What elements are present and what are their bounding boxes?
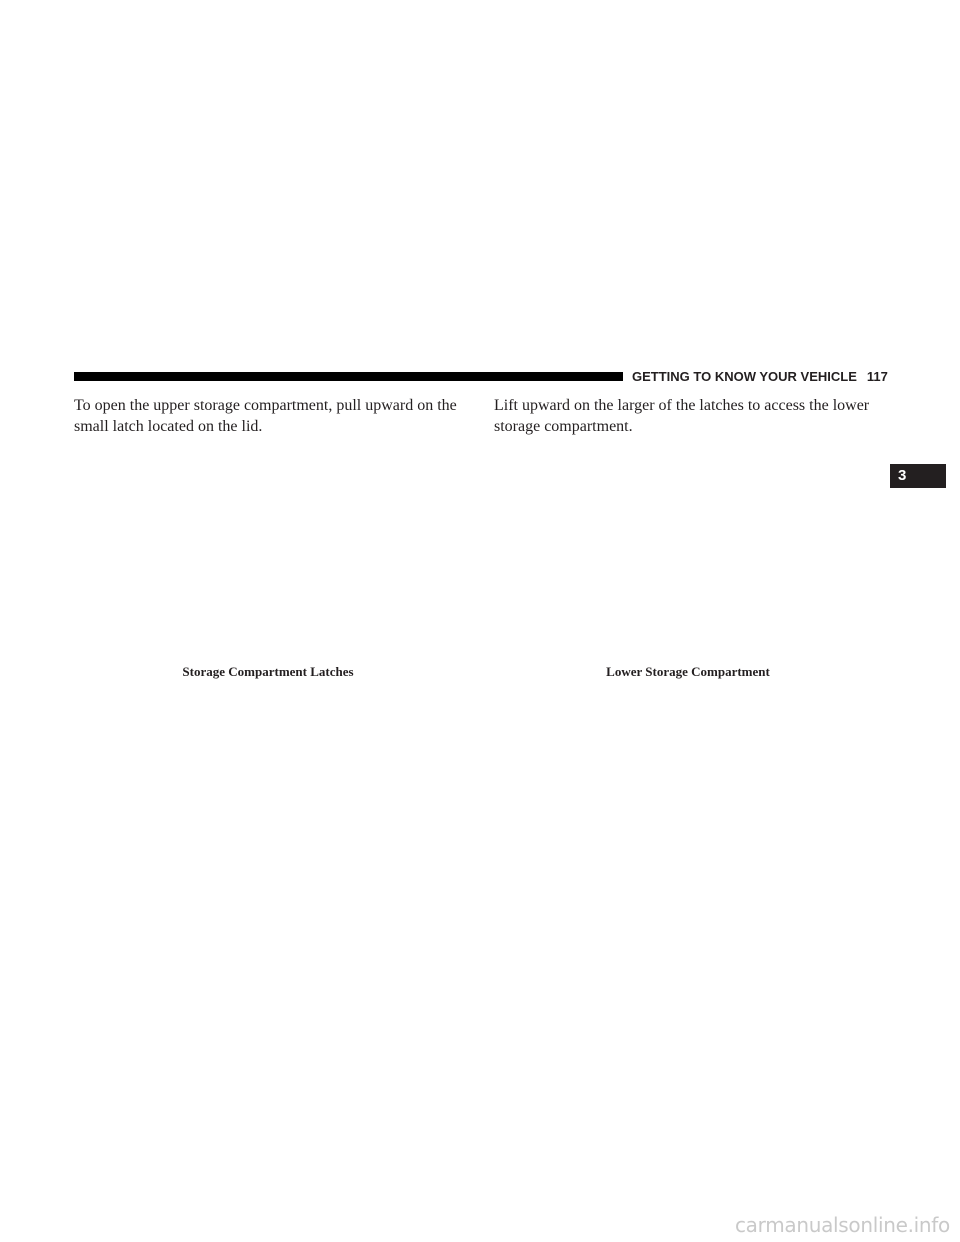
left-figure-caption: Storage Compartment Latches xyxy=(182,664,354,679)
page-number: 117 xyxy=(866,369,888,384)
storage-latches-figure xyxy=(74,450,474,650)
watermark: carmanualsonline.info xyxy=(734,1213,950,1237)
section-title: GETTING TO KNOW YOUR VEHICLE xyxy=(632,369,857,384)
lower-storage-figure xyxy=(494,450,894,650)
right-column-paragraph: Lift upward on the larger of the latches to access the lower storage compartment. xyxy=(494,397,870,435)
left-column-paragraph: To open the upper storage compartment, pull upward on the small latch located on the lid. xyxy=(74,397,457,435)
right-figure-caption: Lower Storage Compartment xyxy=(606,664,770,679)
header-rule xyxy=(74,372,623,381)
chapter-tab xyxy=(890,464,946,488)
running-header xyxy=(632,368,888,386)
chapter-number: 3 xyxy=(898,467,907,484)
